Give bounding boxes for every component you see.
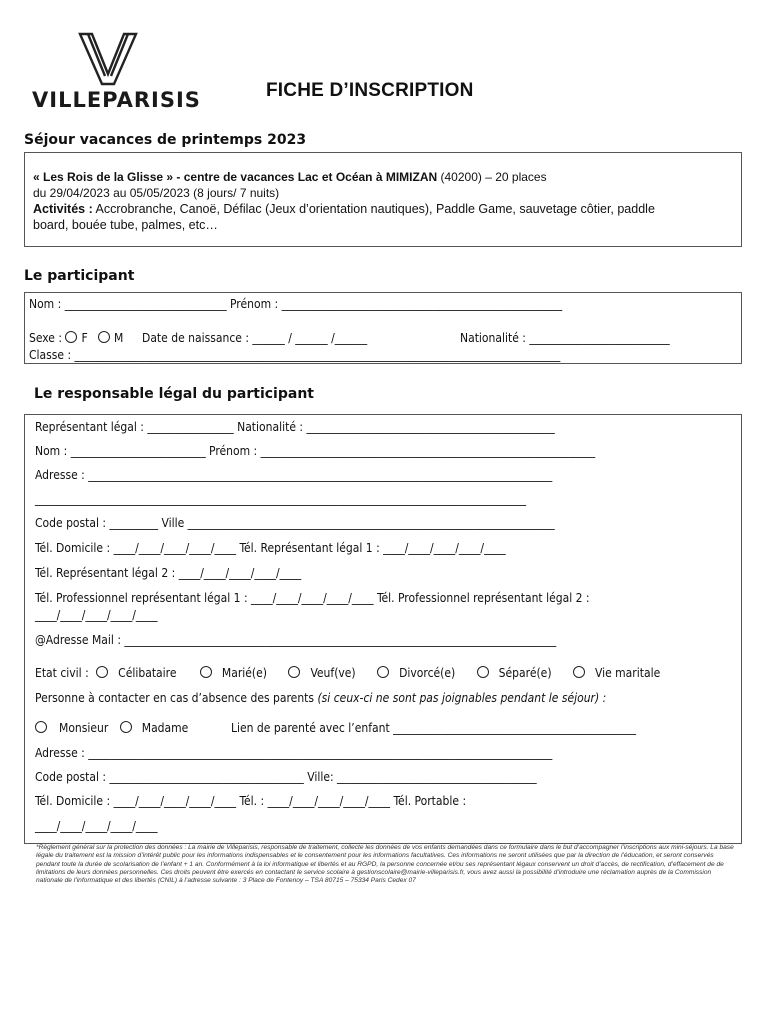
- etat-divorce-label: Divorcé(e): [399, 666, 456, 680]
- sejour-activities-cont: board, bouée tube, palmes, etc…: [33, 218, 218, 232]
- resp-tel-domicile-field[interactable]: Tél. Domicile : ____/____/____/____/____ Tél. Représentant légal 1 : ____/____/____/____/____: [35, 541, 506, 555]
- etat-civil-row: [35, 666, 660, 680]
- contact-civilite-row: [35, 721, 188, 735]
- etat-veuf-radio[interactable]: [288, 666, 300, 678]
- lien-parente-field[interactable]: Lien de parenté avec l’enfant _____________________________________________: [231, 721, 636, 735]
- etat-marie-radio[interactable]: [200, 666, 212, 678]
- participant-naissance-field[interactable]: Date de naissance : ______ / ______ /______: [142, 331, 368, 345]
- resp-adresse2-field[interactable]: ___________________________________________________________________________________________: [35, 492, 527, 506]
- sejour-box: [24, 152, 742, 247]
- contact-label: Personne à contacter en cas d’absence des parents (si ceux-ci ne sont pas joignables pendant le séjour) :: [35, 691, 607, 705]
- sexe-m-label: M: [113, 331, 124, 345]
- sexe-f-label: F: [81, 331, 88, 345]
- etat-separe-radio[interactable]: [477, 666, 489, 678]
- madame-label: Madame: [141, 721, 189, 735]
- etat-vie-maritale-label: Vie maritale: [594, 666, 661, 680]
- etat-civil-label: Etat civil :: [35, 666, 89, 680]
- etat-separe-label: Séparé(e): [498, 666, 552, 680]
- participant-nationalite-field[interactable]: Nationalité : __________________________: [460, 331, 670, 345]
- sejour-heading: Séjour vacances de printemps 2023: [24, 132, 307, 148]
- sexe-m-radio[interactable]: [98, 331, 110, 343]
- responsable-heading: Le responsable légal du participant: [34, 386, 314, 402]
- page-title: FICHE D’INSCRIPTION: [266, 80, 474, 101]
- etat-marie-label: Marié(e): [221, 666, 268, 680]
- monsieur-radio[interactable]: [35, 721, 47, 733]
- sejour-line1: « Les Rois de la Glisse » - centre de vacances Lac et Océan à MIMIZAN (40200) – 20 places: [33, 170, 547, 184]
- responsable-box: [24, 414, 742, 844]
- madame-radio[interactable]: [120, 721, 132, 733]
- representant-field[interactable]: Représentant légal : ________________ Nationalité : ______________________________________________: [35, 420, 555, 434]
- sejour-dates: du 29/04/2023 au 05/05/2023 (8 jours/ 7 nuits): [33, 186, 280, 200]
- sejour-activities: Activités : Accrobranche, Canoë, Défilac (Jeux d’orientation nautiques), Paddle Game, sauvetage côtier, paddle: [33, 202, 655, 216]
- rgpd-footnote: *Règlement général sur la protection des données : La mairie de Villeparisis, responsable de traitement, collecte les données de vos enfants demandées dans ce formulaire dans le but d’accompagner l’inscriptions aux mini-séjours. La base légale du traitement est la mission d’intérêt public pour les informations indispensables et le consentement pour les informations facultatives. Ces informations ne seront utilisées que par la direction de l’éducation, et seront conservés pendant toute la durée de scolarisation de l’enfant + 1 an. Conformément à la loi informatique et libertés et au RGPD, la personne concernée et/ou ses représentant légaux conservent un droit d’accès, de rectification, d’effacement de de limitations de leurs données personnelles. Ces droits peuvent être exercés en contactant le service scolaire à gestionscolaire@mairie-villeparisis.fr, vous avez aussi la possibilité d’introduire une réclamation auprès de la Commission nationale de l’informatique et des libertés (CNIL) à l’adresse suivante : 3 Place de Fontenoy – TSA 80715 – 75334 Paris Cedex 07: [36, 844, 734, 885]
- resp-email-field[interactable]: @Adresse Mail : ________________________________________________________________________________: [35, 633, 557, 647]
- contact-tel-field[interactable]: Tél. Domicile : ____/____/____/____/____ Tél. : ____/____/____/____/____ Tél. Portable :: [35, 794, 467, 808]
- contact-tel-portable-field[interactable]: ____/____/____/____/____: [35, 819, 158, 833]
- resp-nom-prenom-field[interactable]: Nom : _________________________ Prénom : ______________________________________________________________: [35, 444, 596, 458]
- resp-tel-pro2-field[interactable]: ____/____/____/____/____: [35, 608, 158, 622]
- logo-wordmark: VILLEPARISIS: [32, 88, 201, 112]
- participant-box: [24, 292, 742, 364]
- etat-veuf-label: Veuf(ve): [310, 666, 356, 680]
- monsieur-label: Monsieur: [59, 721, 109, 735]
- contact-code-postal-field[interactable]: Code postal : ____________________________________ Ville: _____________________________________: [35, 770, 537, 784]
- resp-code-postal-field[interactable]: Code postal : _________ Ville ____________________________________________________________________: [35, 516, 555, 530]
- etat-vie-maritale-radio[interactable]: [573, 666, 585, 678]
- resp-tel-rep2-field[interactable]: Tél. Représentant légal 2 : ____/____/____/____/____: [35, 566, 302, 580]
- sexe-f-radio[interactable]: [65, 331, 77, 343]
- participant-nom-prenom-field[interactable]: Nom : ______________________________ Prénom : ____________________________________________________: [29, 297, 563, 311]
- resp-adresse-field[interactable]: Adresse : ______________________________________________________________________________________: [35, 468, 553, 482]
- etat-celibataire-radio[interactable]: [96, 666, 108, 678]
- contact-adresse-field[interactable]: Adresse : ______________________________________________________________________________________: [35, 746, 553, 760]
- sexe-label: Sexe :: [29, 331, 63, 345]
- etat-celibataire-label: Célibataire: [118, 666, 177, 680]
- resp-tel-pro-field[interactable]: Tél. Professionnel représentant légal 1 : ____/____/____/____/____ Tél. Professionnel représentant légal 2 :: [35, 591, 590, 605]
- participant-classe-field[interactable]: Classe : __________________________________________________________________________________________: [29, 348, 561, 362]
- participant-heading: Le participant: [24, 268, 135, 284]
- etat-divorce-radio[interactable]: [377, 666, 389, 678]
- participant-sexe-row: [29, 331, 123, 345]
